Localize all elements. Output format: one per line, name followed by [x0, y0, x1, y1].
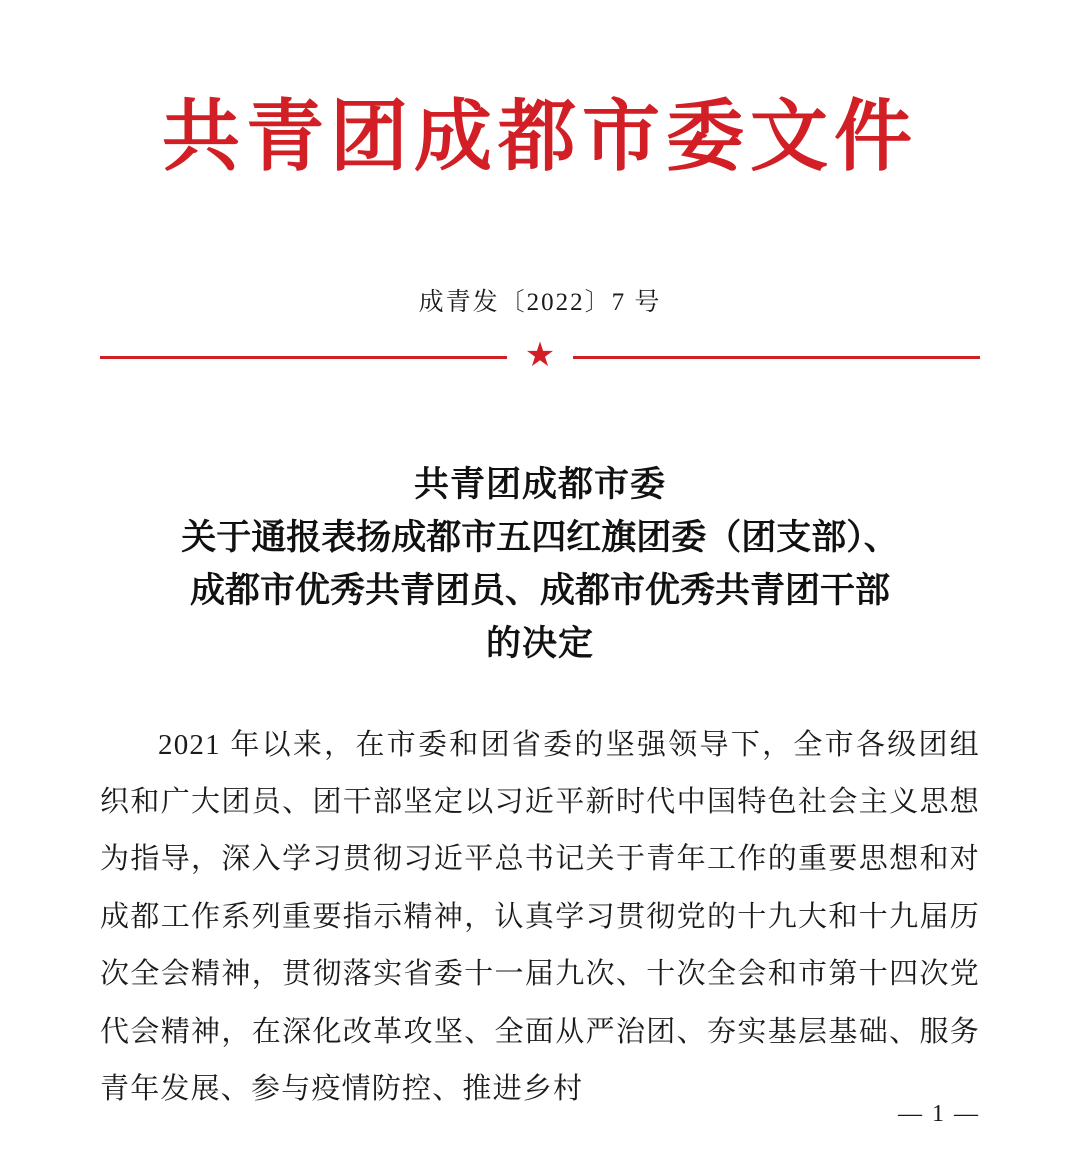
- masthead: [100, 0, 980, 178]
- title-line-4: 的决定: [485, 624, 594, 664]
- divider-line-left: [100, 356, 507, 359]
- red-divider-rule: [100, 336, 980, 374]
- page-number: — 1 —: [898, 1101, 980, 1127]
- title-line-1: 共青团成都市委: [413, 464, 666, 504]
- body-paragraph-1: 2021 年以来，在市委和团省委的坚强领导下，全市各级团组织和广大团员、团干部坚定以习近平新时代中国特色社会主义思想为指导，深入学习贯彻习近平总书记关于青年工作的重要思想和对成都工作系列重要指示精神，认真学习贯彻党的十九大和十九届历次全会精神，贯彻落实省委十一届九次、十次全会和市第十四次党代会精神，在深化改革攻坚、全面从严治团、夯实基层基础、服务青年发展、参与疫情防控、推进乡村: [100, 728, 980, 1106]
- title-line-3: 成都市优秀共青团员、成都市优秀共青团干部: [189, 571, 890, 611]
- document-title: [100, 458, 980, 671]
- masthead-title: 共青团成都市委文件: [161, 93, 918, 180]
- document-number: 成青发〔2022〕7 号: [418, 288, 662, 316]
- divider-line-right: [573, 356, 980, 359]
- document-body: [100, 717, 980, 1119]
- title-line-2: 关于通报表扬成都市五四红旗团委（团支部）、: [181, 518, 899, 558]
- star-icon: ★: [524, 336, 556, 374]
